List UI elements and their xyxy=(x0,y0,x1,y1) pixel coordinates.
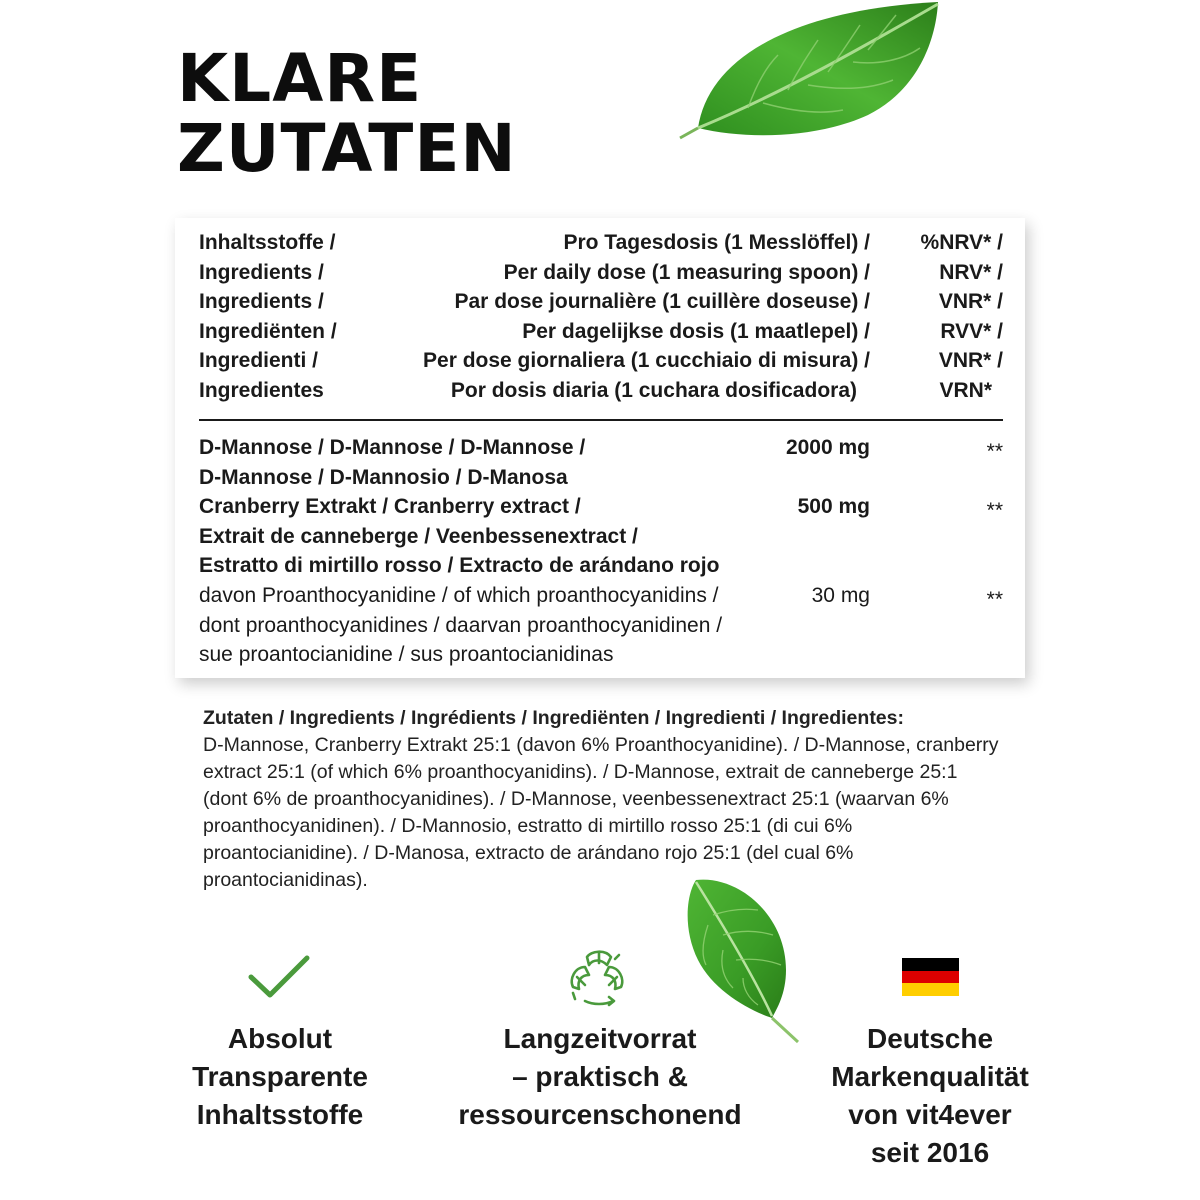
feature-german-brand-quality xyxy=(790,1020,1070,1172)
row-ingredient-line: sue proantocianidine / sus proantocianidinas xyxy=(199,643,614,666)
header-dose: Pro Tagesdosis (1 Messlöffel) / xyxy=(563,231,870,254)
feature-line: ressourcenschonend xyxy=(458,1099,742,1130)
table-header-row xyxy=(175,231,1025,261)
ingredients-paragraph xyxy=(203,705,1003,894)
header-dose: Per dagelijkse dosis (1 maatlepel) / xyxy=(522,320,870,343)
table-header-row xyxy=(175,320,1025,350)
feature-line: Langzeitvorrat xyxy=(503,1023,697,1054)
header-ingredient: Ingredients / xyxy=(199,290,324,313)
header-dose: Per daily dose (1 measuring spoon) / xyxy=(503,261,870,284)
title-line-2: ZUTATEN xyxy=(177,110,517,187)
leaf-image-middle xyxy=(668,870,818,1045)
table-divider xyxy=(199,419,1003,421)
header-dose: Per dose giornaliera (1 cucchiaio di misura) / xyxy=(423,349,870,372)
header-ingredient: Ingredients / xyxy=(199,261,324,284)
header-ingredient: Ingredienti / xyxy=(199,349,319,372)
feature-line: Transparente xyxy=(192,1061,368,1092)
row-nrv: ** xyxy=(986,499,1003,522)
table-header-row xyxy=(175,261,1025,291)
header-nrv: VNR* / xyxy=(938,349,1003,372)
ingredients-heading: Zutaten / Ingredients / Ingrédients / Ingrediënten / Ingredienti / Ingredientes: xyxy=(203,707,904,729)
feature-transparent-ingredients xyxy=(130,1020,430,1134)
row-ingredient-line: dont proanthocyanidines / daarvan proanthocyanidinen / xyxy=(199,614,723,637)
feature-line: seit 2016 xyxy=(870,1137,990,1168)
row-ingredient-line: davon Proanthocyanidine / of which proanthocyanidins / xyxy=(199,584,719,607)
header-ingredient: Ingrediënten / xyxy=(199,320,337,343)
table-header-row xyxy=(175,290,1025,320)
header-dose: Par dose journalière (1 cuillère doseuse) / xyxy=(454,290,870,313)
feature-line: Inhaltsstoffe xyxy=(196,1099,364,1130)
header-nrv: VRN* xyxy=(939,379,992,402)
page-title xyxy=(177,40,517,187)
header-dose: Por dosis diaria (1 cuchara dosificadora) xyxy=(450,379,857,402)
row-amount: 30 mg xyxy=(811,584,870,607)
row-ingredient-line: D-Mannose / D-Mannose / D-Mannose / xyxy=(199,436,586,459)
header-nrv: %NRV* / xyxy=(920,231,1003,254)
table-header-row xyxy=(175,349,1025,379)
header-nrv: VNR* / xyxy=(938,290,1003,313)
recycle-leaves-icon xyxy=(565,945,633,1007)
row-amount: 500 mg xyxy=(797,495,870,518)
title-line-1: KLARE xyxy=(177,40,423,117)
row-ingredient-line: Estratto di mirtillo rosso / Extracto de arándano rojo xyxy=(199,554,720,577)
header-ingredient: Ingredientes xyxy=(199,379,324,402)
checkmark-icon xyxy=(248,955,310,999)
feature-line: – praktisch & xyxy=(512,1061,688,1092)
feature-line: Deutsche xyxy=(866,1023,994,1054)
feature-line: von vit4ever xyxy=(848,1099,1012,1130)
leaf-image-top xyxy=(668,0,958,140)
feature-long-term-supply xyxy=(440,1020,760,1134)
ingredients-text: D-Mannose, Cranberry Extrakt 25:1 (davon 6% Proanthocyanidine). / D-Mannose, cranberry extract 25:1 (of which 6% proanthocyanidins). / D-Mannose, extrait de canneberge 25:1 (dont 6% de proanthocyanidines). / D-Mannose, veenbessenextract 25:1 (waarvan 6% proanthocyanidinen). / D-Mannosio, estratto di mirtillo rosso 25:1 (di cui 6% proantocianidine). / D-Manosa, extracto de arándano rojo 25:1 (del cual 6% proantocianidinas). xyxy=(203,734,999,891)
row-ingredient-line: D-Mannose / D-Mannosio / D-Manosa xyxy=(199,466,568,489)
feature-line: Absolut xyxy=(227,1023,333,1054)
german-flag-icon xyxy=(902,958,959,996)
header-nrv: NRV* / xyxy=(939,261,1003,284)
nutrition-table xyxy=(175,218,1025,678)
row-nrv: ** xyxy=(986,440,1003,463)
feature-line: Markenqualität xyxy=(831,1061,1029,1092)
row-nrv: ** xyxy=(986,588,1003,611)
header-ingredient: Inhaltsstoffe / xyxy=(199,231,336,254)
row-ingredient-line: Extrait de canneberge / Veenbessenextract / xyxy=(199,525,638,548)
row-ingredient-line: Cranberry Extrakt / Cranberry extract / xyxy=(199,495,581,518)
row-amount: 2000 mg xyxy=(785,436,870,459)
table-header-row xyxy=(175,379,1025,409)
header-nrv: RVV* / xyxy=(940,320,1003,343)
